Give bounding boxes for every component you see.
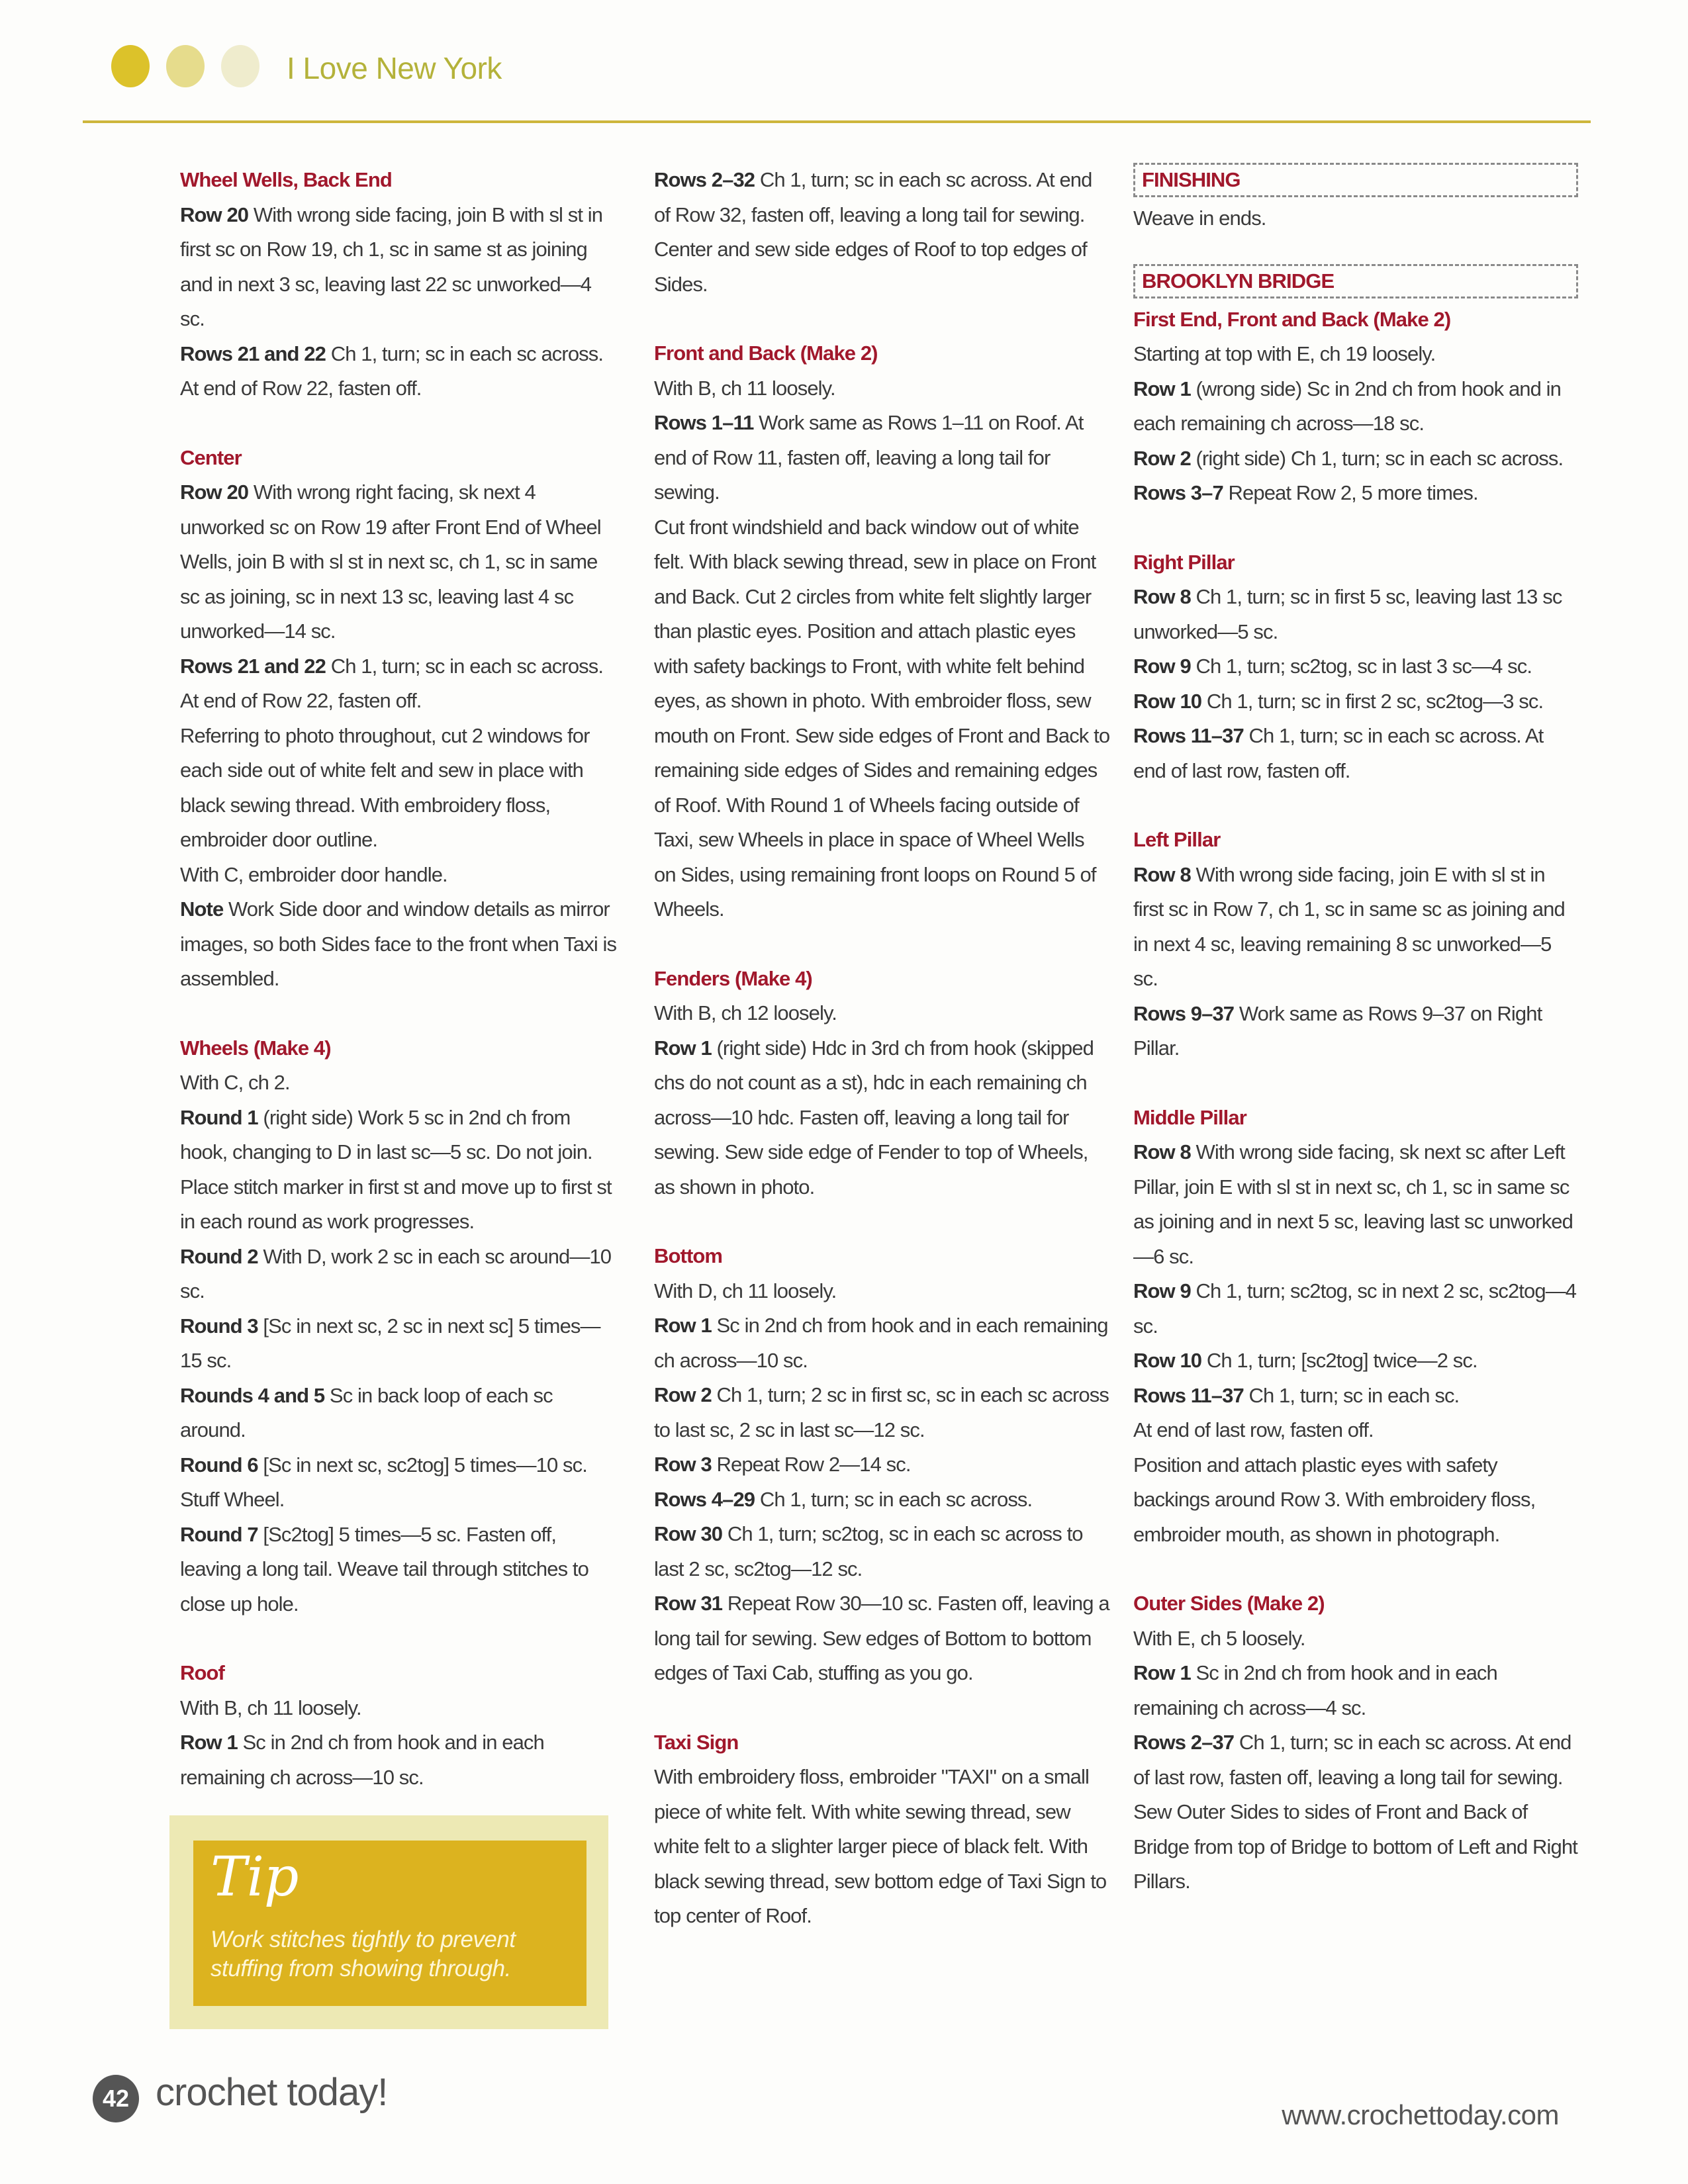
instruction-text: Ch 1, turn; sc in first 2 sc, sc2tog—3 sc. (1201, 689, 1544, 713)
column-2 (654, 163, 1111, 1934)
instruction-paragraph (1133, 1413, 1578, 1448)
instruction-text: Ch 1, turn; sc in each sc across. At end of last row, fasten off. (1133, 724, 1544, 782)
header-dot-1 (111, 45, 150, 87)
instruction-text: Repeat Row 2, 5 more times. (1223, 481, 1478, 504)
instruction-paragraph (1133, 372, 1578, 441)
instruction-paragraph (654, 996, 1111, 1031)
instruction-text: With B, ch 12 loosely. (654, 1001, 837, 1024)
row-label: Round 1 (180, 1105, 258, 1129)
instruction-paragraph (654, 1378, 1111, 1447)
instruction-paragraph (1133, 580, 1578, 649)
instruction-text: [Sc2tog] 5 times—5 sc. Fasten off, leaving a long tail. Weave tail through stitches to close up hole. (180, 1522, 588, 1615)
instruction-paragraph (180, 719, 617, 858)
section-heading: Wheels (Make 4) (180, 1036, 331, 1060)
instruction-paragraph (180, 1691, 617, 1726)
instruction-paragraph (180, 198, 617, 337)
section-heading: Wheel Wells, Back End (180, 168, 392, 191)
row-label: Rows 3–7 (1133, 481, 1223, 504)
instruction-paragraph (180, 1101, 617, 1240)
instruction-text: [Sc in next sc, 2 sc in next sc] 5 times—15 sc. (180, 1314, 600, 1372)
instruction-text: (wrong side) Sc in 2nd ch from hook and in each remaining ch across—18 sc. (1133, 377, 1562, 435)
instruction-paragraph (180, 858, 617, 893)
row-label: Row 1 (1133, 377, 1191, 400)
instruction-paragraph (654, 1760, 1111, 1934)
section-heading: Fenders (Make 4) (654, 966, 812, 990)
boxed-section-heading: BROOKLYN BRIDGE (1133, 264, 1578, 298)
tip-box (169, 1815, 608, 2029)
instruction-text: Ch 1, turn; [sc2tog] twice—2 sc. (1201, 1349, 1477, 1372)
instruction-text: At end of last row, fasten off. (1133, 1418, 1374, 1441)
instruction-text: Position and attach plastic eyes with safety backings around Row 3. With embroidery floss, embroider mouth, as shown in photograph. (1133, 1453, 1536, 1546)
row-label: Round 3 (180, 1314, 258, 1338)
row-label: Rows 9–37 (1133, 1001, 1235, 1025)
row-label: Row 2 (654, 1383, 712, 1406)
instruction-paragraph (1133, 1135, 1578, 1274)
instruction-text: With E, ch 5 loosely. (1133, 1626, 1305, 1650)
instruction-text: Cut front windshield and back window out of white felt. With black sewing thread, sew in place on Front and Back. Cut 2 circles from white felt slightly larger than plastic eyes. Position and attach plastic eyes with safety backings to Front, with white felt behind eyes, as shown in photo. With embroider floss, sew mouth on Front. Sew side edges of Front and Back to remaining side edges of Sides and remaining edges of Roof. With Round 1 of Wheels facing outside of Taxi, sew Wheels in place in space of Wheel Wells on Sides, using remaining front loops on Round 5 of Wheels. (654, 515, 1110, 921)
row-label: Row 8 (1133, 585, 1191, 608)
header-dot-2 (166, 45, 205, 87)
row-label: Round 6 (180, 1453, 258, 1477)
row-label: Row 1 (180, 1731, 238, 1754)
instruction-paragraph (1133, 1448, 1578, 1553)
instruction-text: (right side) Hdc in 3rd ch from hook (skipped chs do not count as a st), hdc in each remaining ch across—10 hdc. Fasten off, leaving a long tail for sewing. Sew side edge of Fender to top of Wheels, as shown in photo. (654, 1036, 1094, 1199)
tip-panel (193, 1841, 586, 2006)
section-heading: Roof (180, 1661, 224, 1684)
instruction-paragraph (180, 892, 617, 997)
instruction-text: With wrong right facing, sk next 4 unworked sc on Row 19 after Front End of Wheel Wells, join B with sl st in next sc, ch 1, sc in same sc as joining, sc in next 13 sc, leaving last 4 sc unworked—14 sc. (180, 480, 601, 643)
instruction-paragraph (654, 1482, 1111, 1518)
instruction-paragraph (1133, 476, 1578, 511)
instruction-text: Repeat Row 30—10 sc. Fasten off, leaving a long tail for sewing. Sew edges of Bottom to bottom edges of Taxi Cab, stuffing as you go. (654, 1592, 1109, 1684)
row-label: Rows 2–32 (654, 168, 755, 191)
instruction-text: Ch 1, turn; sc2tog, sc in next 2 sc, sc2tog—4 sc. (1133, 1279, 1577, 1338)
section-heading: Center (180, 445, 242, 469)
row-label: Rows 11–37 (1133, 1383, 1244, 1407)
row-label: Row 9 (1133, 1279, 1191, 1302)
instruction-paragraph (654, 1517, 1111, 1586)
instruction-paragraph (180, 1448, 617, 1518)
instruction-paragraph (1133, 1379, 1578, 1414)
instruction-paragraph (654, 406, 1111, 510)
instruction-paragraph (1133, 649, 1578, 684)
instruction-text: With B, ch 11 loosely. (654, 376, 835, 400)
instruction-text: Ch 1, turn; sc in each sc across. At end of last row, fasten off, leaving a long tail for sewing. Sew Outer Sides to sides of Front and Back of Bridge from top of Bridge to bottom of Left and Right Pillars. (1133, 1731, 1577, 1893)
instruction-text: Ch 1, turn; sc in each sc across. At end of Row 22, fasten off. (180, 341, 604, 400)
instruction-text: Sc in back loop of each sc around. (180, 1383, 553, 1441)
instruction-paragraph (1133, 337, 1578, 372)
section-heading: Left Pillar (1133, 828, 1221, 851)
instruction-text: Sc in 2nd ch from hook and in each remaining ch across—10 sc. (654, 1314, 1108, 1372)
instruction-paragraph (654, 371, 1111, 406)
website-url: www.crochettoday.com (1282, 2099, 1559, 2130)
instruction-text: Ch 1, turn; sc in each sc across. At end of Row 32, fasten off, leaving a long tail for sewing. Center and sew side edges of Roof to top edges of Sides. (654, 168, 1092, 296)
section-heading: Taxi Sign (654, 1730, 739, 1754)
instruction-text: With C, embroider door handle. (180, 862, 447, 886)
row-label: Row 1 (654, 1314, 712, 1337)
instruction-text: With B, ch 11 loosely. (180, 1696, 361, 1719)
instruction-paragraph (1133, 1725, 1578, 1899)
magazine-logo: crochet today! (156, 2071, 388, 2114)
row-label: Rounds 4 and 5 (180, 1383, 325, 1407)
row-label: Row 1 (1133, 1661, 1191, 1684)
instruction-paragraph (1133, 684, 1578, 719)
instruction-text: Ch 1, turn; 2 sc in first sc, sc in each sc across to last sc, 2 sc in last sc—12 sc. (654, 1383, 1109, 1441)
section-heading: First End, Front and Back (Make 2) (1133, 307, 1451, 331)
tip-title: Tip (211, 1846, 299, 1909)
instruction-paragraph (180, 1066, 617, 1101)
instruction-text: Ch 1, turn; sc in first 5 sc, leaving last 13 sc unworked—5 sc. (1133, 585, 1562, 643)
row-label: Row 31 (654, 1592, 723, 1615)
row-label: Row 2 (1133, 446, 1191, 470)
instruction-text: Ch 1, turn; sc2tog, sc in each sc across to last 2 sc, sc2tog—12 sc. (654, 1522, 1083, 1580)
instruction-text: With C, ch 2. (180, 1071, 290, 1094)
instruction-text: Weave in ends. (1133, 206, 1266, 230)
section-heading: Bottom (654, 1244, 723, 1267)
instruction-text: With D, work 2 sc in each sc around—10 sc. (180, 1244, 612, 1302)
row-label: Rows 2–37 (1133, 1731, 1235, 1754)
row-label: Note (180, 897, 224, 921)
tip-text: Work stitches tightly to prevent stuffing from showing through. (211, 1927, 516, 1981)
instruction-paragraph (180, 649, 617, 719)
instruction-paragraph (1133, 441, 1578, 477)
row-label: Row 30 (654, 1522, 723, 1545)
column-3 (1133, 163, 1578, 1899)
column-1 (180, 163, 617, 1795)
instruction-text: Referring to photo throughout, cut 2 windows for each side out of white felt and sew in place with black sewing thread. With embroidery floss, embroider door outline. (180, 723, 590, 851)
row-label: Row 10 (1133, 689, 1202, 713)
instruction-paragraph (1133, 997, 1578, 1066)
instruction-text: Work same as Rows 9–37 on Right Pillar. (1133, 1001, 1542, 1060)
instruction-paragraph (654, 1308, 1111, 1378)
row-label: Rows 21 and 22 (180, 654, 326, 678)
instruction-paragraph (654, 1274, 1111, 1309)
row-label: Rows 1–11 (654, 411, 754, 434)
instruction-paragraph (654, 1031, 1111, 1205)
header-divider (83, 120, 1591, 123)
instruction-text: Ch 1, turn; sc in each sc. (1243, 1383, 1460, 1407)
section-heading: Right Pillar (1133, 550, 1235, 574)
instruction-paragraph (1133, 1656, 1578, 1725)
instruction-paragraph (1133, 1621, 1578, 1657)
instruction-text: Ch 1, turn; sc in each sc across. At end of Row 22, fasten off. (180, 654, 604, 712)
instruction-text: With wrong side facing, join B with sl st in first sc on Row 19, ch 1, sc in same st as joining and in next 3 sc, leaving last 22 sc unworked—4 sc. (180, 203, 603, 330)
boxed-section-heading: FINISHING (1133, 163, 1578, 197)
instruction-paragraph (180, 1240, 617, 1309)
row-label: Row 10 (1133, 1349, 1202, 1372)
row-label: Round 2 (180, 1244, 258, 1268)
instruction-text: Starting at top with E, ch 19 loosely. (1133, 342, 1436, 365)
page-number: 42 (93, 2075, 139, 2122)
instruction-paragraph (180, 1725, 617, 1795)
instruction-paragraph (654, 510, 1111, 927)
instruction-text: Sc in 2nd ch from hook and in each remaining ch across—10 sc. (180, 1731, 544, 1789)
instruction-text: (right side) Work 5 sc in 2nd ch from hook, changing to D in last sc—5 sc. Do not join. Place stitch marker in first st and move up to first st in each round as work progresses. (180, 1105, 612, 1233)
instruction-text: [Sc in next sc, sc2tog] 5 times—10 sc. Stuff Wheel. (180, 1453, 587, 1511)
instruction-paragraph (1133, 1274, 1578, 1343)
instruction-text: (right side) Ch 1, turn; sc in each sc across. (1190, 446, 1564, 470)
instruction-paragraph (1133, 719, 1578, 788)
instruction-text: Work Side door and window details as mirror images, so both Sides face to the front when Taxi is assembled. (180, 897, 617, 990)
row-label: Row 1 (654, 1036, 712, 1060)
instruction-paragraph (1133, 858, 1578, 997)
instruction-paragraph (180, 1518, 617, 1622)
instruction-paragraph (654, 1447, 1111, 1482)
instruction-paragraph (654, 1586, 1111, 1691)
instruction-text: With D, ch 11 loosely. (654, 1279, 837, 1302)
row-label: Row 20 (180, 203, 249, 226)
row-label: Row 3 (654, 1453, 712, 1476)
row-label: Row 8 (1133, 1140, 1191, 1163)
row-label: Row 20 (180, 480, 249, 504)
row-label: Row 8 (1133, 862, 1191, 886)
instruction-paragraph (1133, 201, 1578, 236)
instruction-paragraph (1133, 1343, 1578, 1379)
instruction-paragraph (180, 1309, 617, 1379)
instruction-text: Sc in 2nd ch from hook and in each remaining ch across—4 sc. (1133, 1661, 1497, 1719)
instruction-text: Work same as Rows 1–11 on Roof. At end of Row 11, fasten off, leaving a long tail for sewing. (654, 411, 1084, 504)
row-label: Rows 11–37 (1133, 724, 1244, 747)
row-label: Rows 21 and 22 (180, 341, 326, 365)
section-title: I Love New York (287, 51, 502, 85)
header-dot-3 (221, 45, 259, 87)
instruction-text: Repeat Row 2—14 sc. (711, 1453, 911, 1476)
instruction-paragraph (180, 475, 617, 649)
instruction-paragraph (654, 163, 1111, 302)
instruction-text: With embroidery floss, embroider "TAXI" on a small piece of white felt. With white sewing thread, sew white felt to a slighter larger piece of black felt. With black sewing thread, sew bottom edge of Taxi Sign to top center of Roof. (654, 1765, 1107, 1927)
section-heading: Middle Pillar (1133, 1105, 1246, 1129)
instruction-text: Ch 1, turn; sc2tog, sc in last 3 sc—4 sc. (1190, 655, 1532, 678)
row-label: Round 7 (180, 1522, 258, 1546)
row-label: Rows 4–29 (654, 1487, 755, 1511)
instruction-paragraph (180, 337, 617, 406)
instruction-paragraph (180, 1379, 617, 1448)
instruction-text: Ch 1, turn; sc in each sc across. (755, 1487, 1033, 1511)
section-heading: Front and Back (Make 2) (654, 341, 878, 365)
instruction-text: With wrong side facing, join E with sl st in first sc in Row 7, ch 1, sc in same sc as joining and in next 4 sc, leaving remaining 8 sc unworked—5 sc. (1133, 862, 1565, 990)
section-heading: Outer Sides (Make 2) (1133, 1592, 1325, 1615)
instruction-text: With wrong side facing, sk next sc after Left Pillar, join E with sl st in next sc, ch 1, sc in same sc as joining and in next 5 sc, leaving last sc unworked—6 sc. (1133, 1140, 1573, 1268)
row-label: Row 9 (1133, 655, 1191, 678)
